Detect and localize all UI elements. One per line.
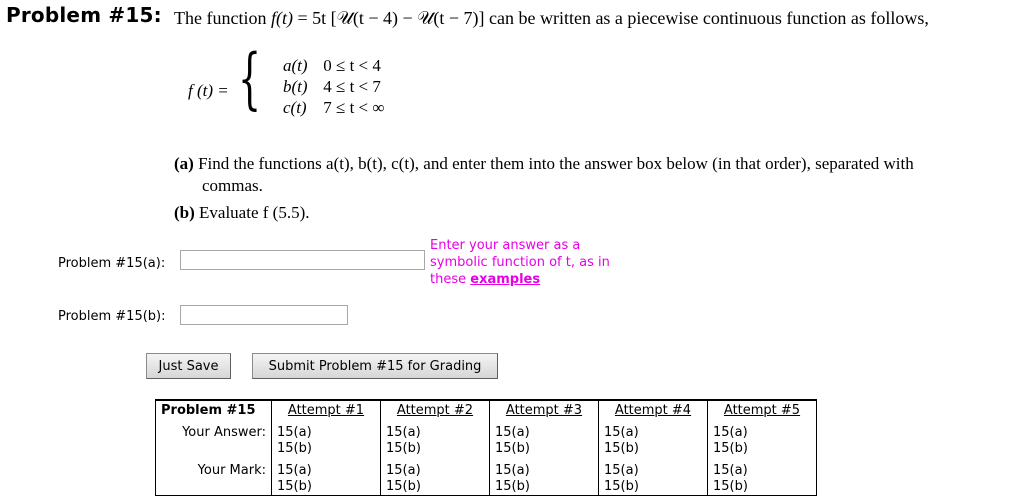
cell-line: 15(b) [495,441,530,456]
cell-line: 15(b) [386,441,421,456]
hint-line: Enter your answer as a [430,238,581,253]
cell-line: 15(a) [277,425,312,440]
cell-line: 15(b) [495,479,530,494]
submit-grading-button[interactable]: Submit Problem #15 for Grading [252,353,498,379]
attempt-header[interactable]: Attempt #3 [490,400,599,423]
case-condition: 0 ≤ t < 4 [323,56,381,75]
table-corner-header: Problem #15 [156,400,272,423]
row-label: Your Answer: [156,423,272,457]
case-function: b(t) [283,77,308,96]
piecewise-case [283,56,381,76]
table-cell [490,423,599,457]
cell-line: 15(a) [277,463,312,478]
table-row [156,457,817,496]
problem-statement [174,8,929,29]
attempt-header[interactable]: Attempt #2 [381,400,490,423]
attempts-table [155,399,817,496]
cell-line: 15(a) [495,425,530,440]
table-cell [272,423,381,457]
piecewise-case [283,98,385,118]
hint-line: symbolic function of t, as in [430,255,610,270]
attempt-header[interactable]: Attempt #5 [708,400,817,423]
case-condition: 4 ≤ t < 7 [323,77,381,96]
piecewise-lhs: f (t) = [188,81,229,100]
case-function: c(t) [283,98,307,117]
statement-var: (t) [276,8,293,28]
cell-line: 15(b) [713,479,748,494]
left-brace: { [238,40,262,117]
cell-line: 15(a) [495,463,530,478]
cell-line: 15(a) [386,463,421,478]
part-a-tag: (a) [174,154,194,173]
attempt-header[interactable]: Attempt #1 [272,400,381,423]
hint-prefix: these [430,272,471,287]
cell-line: 15(b) [386,479,421,494]
answer-hint [430,237,660,288]
table-cell [381,457,490,496]
table-cell [599,457,708,496]
case-function: a(t) [283,56,308,75]
row-label: Your Mark: [156,457,272,496]
table-cell [490,457,599,496]
cell-line: 15(b) [277,479,312,494]
cell-line: 15(a) [604,425,639,440]
table-cell [708,457,817,496]
attempt-header[interactable]: Attempt #4 [599,400,708,423]
table-row [156,423,817,457]
answer-b-label: Problem #15(b): [58,309,166,324]
table-cell [381,423,490,457]
table-cell [272,457,381,496]
piecewise-case [283,77,381,97]
part-a-question [174,153,1020,197]
part-b-text: Evaluate f (5.5). [199,203,310,222]
part-b-question [174,203,309,223]
answer-b-input[interactable] [180,305,348,325]
cell-line: 15(a) [604,463,639,478]
statement-func: f [270,8,276,28]
just-save-button[interactable]: Just Save [146,353,231,379]
examples-link[interactable]: examples [470,272,541,287]
case-condition: 7 ≤ t < ∞ [323,98,385,117]
statement-suffix: can be written as a piecewise continuous function as follows, [488,8,929,28]
statement-equation: = 5t [𝒰(t − 4) − 𝒰(t − 7)] [293,8,489,28]
cell-line: 15(a) [713,463,748,478]
problem-heading: Problem #15: [6,3,162,27]
part-a-text: Find the functions a(t), b(t), c(t), and enter them into the answer box below (in that order), separated with [198,154,914,173]
cell-line: 15(b) [604,479,639,494]
hint-line [430,271,660,288]
piecewise-definition [188,40,448,126]
table-cell [599,423,708,457]
table-cell [708,423,817,457]
cell-line: 15(a) [713,425,748,440]
cell-line: 15(b) [713,441,748,456]
cell-line: 15(b) [277,441,312,456]
cell-line: 15(b) [604,441,639,456]
part-a-text-continued: commas. [202,176,263,195]
statement-prefix: The function [174,8,267,28]
answer-a-input[interactable] [180,250,425,270]
part-b-tag: (b) [174,203,195,222]
answer-a-label: Problem #15(a): [58,256,166,271]
cell-line: 15(a) [386,425,421,440]
